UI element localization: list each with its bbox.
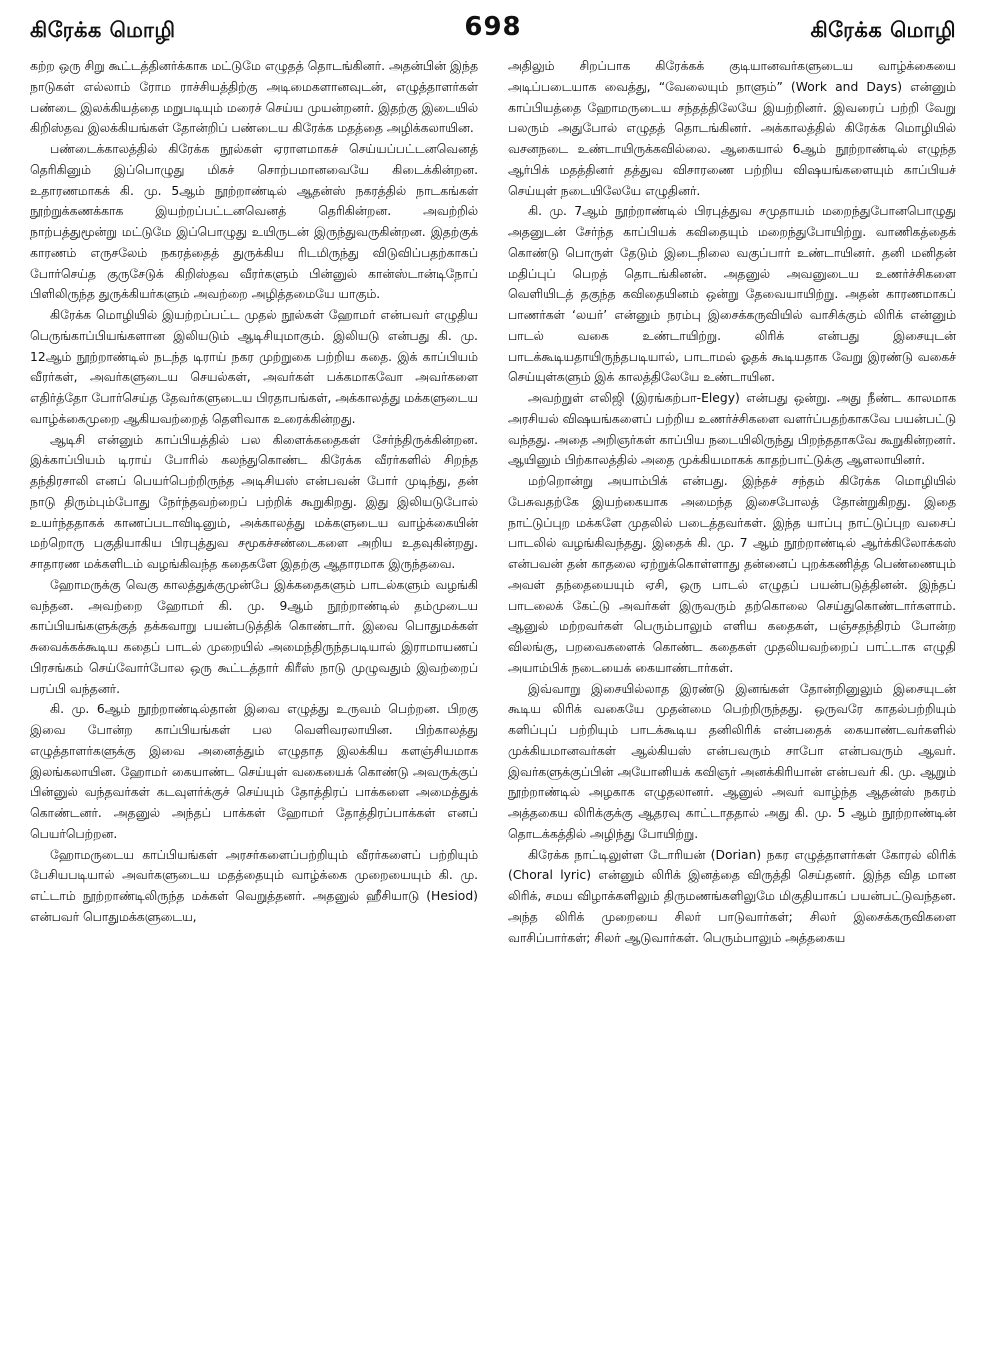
paragraph: அவற்றுள் எலிஜி (இரங்கற்பா-Elegy) என்பது ஒன்று. அது நீண்ட காலமாக அரசியல் விஷயங்களைப் பற்றிய உணர்ச்சிகளை வளர்ப்பதற்காகவே பயன்பட்டு வந்தது. அதை அறிஞர்கள் காப்பிய நடையிலிருந்து பிறந்ததாகவே கூறுகின்றனர். ஆயினும் பிற்காலத்தில் அதை முக்கியமாகக் காதற்பாட்டுக்கு ஆளலாயினர். bbox=[508, 391, 956, 468]
paragraph: கற்ற ஒரு சிறு கூட்டத்தினர்க்காக மட்டுமே எழுதத் தொடங்கினர். அதன்பின் இந்த நாடுகள் எல்லாம் ரோம ராச்சியத்திற்கு அடிமைகளானவுடன், எழுத்தாளர்கள் பண்டை இலக்கியத்தை மறுபடியும் மரைச் செய்ய முயன்றனர். இதற்கு இடையில் கிறிஸ்தவ இலக்கியங்கள் தோன்றிப் பண்டைய கிரேக்க மதத்தை அழிக்கலாயின. bbox=[30, 59, 478, 136]
paragraph: ஹோமருடைய காப்பியங்கள் அரசர்களைப்பற்றியும் வீரர்களைப் பற்றியும் பேசியபடியால் அவர்களுடைய மதத்தையும் வாழ்க்கை முறையையும் கி. மு. எட்டாம் நூற்றாண்டிலிருந்த மக்கள் வெறுத்தனர். அதனுல் ஹீசியாடு (Hesiod) என்பவர் பொதுமக்களுடைய, bbox=[30, 847, 478, 924]
paragraph: மற்றொன்று அயாம்பிக் என்பது. இந்தச் சந்தம் கிரேக்க மொழியில் பேசுவதற்கே இயற்கையாக அமைந்த இசைபோலத் தோன்றுகிறது. இதை நாட்டுப்புற மக்களே முதலில் படைத்தவர்கள். இந்த யாப்பு நாட்டுப்புற வசைப் பாடலில் வழங்கிவந்தது. இதைக் கி. மு. 7 ஆம் நூற்றாண்டில் ஆர்க்கிலோக்கஸ் என்பவன் தன் காதலை ஏற்றுக்கொள்ளாது தன்னைப் புறக்கணித்த பெண்ணையும் அவள் தந்தையையும் ஏசி, ஒரு பாடல் எழுதப் பயன்படுத்தினன். இந்தப் பாடலைக் கேட்டு அவர்கள் இருவரும் தற்கொலை செய்துகொண்டார்களாம். ஆனுல் மற்றவர்கள் பெரும்பாலும் எளிய கதைகள், பஞ்சதந்திரம் போன்ற விலங்கு, பறவைகளைக் கொண்ட கதைகள் முதலியவற்றைப் பாட்டாக எழுதி அயாம்பிக் நடையைக் கையாண்டார்கள். bbox=[508, 474, 956, 675]
paragraph: இவ்வாறு இசையில்லாத இரண்டு இனங்கள் தோன்றினுலும் இசையுடன் கூடிய லிரிக் வகையே முதன்மை பெற்றிருந்தது. ஒருவரே காதல்பற்றியும் களிப்புப் பற்றியும் பாடக்கூடிய தனிலிரிக் என்பதைக் கையாண்டவர்களில் முக்கியமானவர்கள் ஆல்கியஸ் என்பவரும் சாபோ என்பவரும் ஆவர். இவர்களுக்குப்பின் அயோனியக் கவிஞர் அனக்கிரியான் என்பவர் கி. மு. ஆறும் நூற்றாண்டில் அழகாக எழுதலானர். ஆனுல் அவர் வாழ்ந்த ஆதன்ஸ் நகரம் அத்தகைய லிரிக்குக்கு ஆதரவு காட்டாததால் அது கி. மு. 5 ஆம் நூற்றாண்டின் தொடக்கத்தில் அழிந்து போயிற்று. bbox=[508, 681, 956, 841]
paragraph: ஹோமருக்கு வெகு காலத்துக்குமுன்பே இக்கதைகளும் பாடல்களும் வழங்கி வந்தன. அவற்றை ஹோமர் கி. மு. 9ஆம் நூற்றாண்டில் தம்முடைய காப்பியங்களுக்குத் தக்கவாறு பயன்படுத்திக் கொண்டார். இவை பொதுமக்கள் சுவைக்கக்கூடிய கதைப் பாடல் முறையில் அமைந்திருந்தபடியால் இராமாயணப் பிரசங்கம் செய்வோர்போல ஒரு கூட்டத்தார் கிரீஸ் நாடு முழுவதும் இவற்றைப் பரப்பி வந்தனர். bbox=[30, 577, 478, 696]
paragraph: அதிலும் சிறப்பாக கிரேக்கக் குடியானவர்களுடைய வாழ்க்கையை அடிப்படையாக வைத்து, “வேலையும் நாளும்” (Work and Days) என்னும் காப்பியத்தை ஹோமருடைய சந்தத்திலேயே இயற்றினர். இவரைப் பற்றி வேறு பலரும் அதுபோல் எழுதத் தொடங்கினர். அக்காலத்தில் கிரேக்க மொழியில் வசனநடை உண்டாயிருக்கவில்லை. ஆகையால் 6ஆம் நூற்றாண்டில் எழுந்த ஆர்பிக் மதத்தினர் தத்துவ விசாரணை பற்றிய விஷயங்களையும் காப்பியச் செய்யுள் நடையிலேயே எழுதினர். bbox=[508, 59, 956, 198]
running-title-left: கிரேக்க மொழி bbox=[30, 18, 176, 42]
paragraph: கிரேக்க மொழியில் இயற்றப்பட்ட முதல் நூல்கள் ஹோமர் என்பவர் எழுதிய பெருங்காப்பியங்களான இலியடும் ஆடிசியுமாகும். இலியடு என்பது கி. மு. 12ஆம் நூற்றாண்டில் நடந்த டிராய் நகர முற்றுகை பற்றிய கதை. இக் காப்பியம் வீரர்கள், அவர்களுடைய செயல்கள், அவர்கள் பக்கமாகவோ அவர்களை எதிர்த்தோ போர்செய்த தேவர்களுடைய பிரதாபங்கள், அக்காலத்து மக்களுடைய வாழ்க்கைமுறை ஆகியவற்றைத் தெளிவாக உரைக்கின்றது. bbox=[30, 308, 478, 426]
paragraph: கி. மு. 6ஆம் நூற்றாண்டில்தான் இவை எழுத்து உருவம் பெற்றன. பிறகு இவை போன்ற காப்பியங்கள் பல வெளிவரலாயின. பிற்காலத்து எழுத்தாளர்களுக்கு இவை அனைத்தும் எழுதாத இலக்கிய களஞ்சியமாக இலங்கலாயின. ஹோமர் கையாண்ட செய்யுள் வகையைக் கொண்டு அவருக்குப் பின்னுல் வந்தவர்கள் கடவுளர்க்குச் செய்யும் தோத்திரப் பாக்களை அமைத்துக் கொண்டனர். அதனுல் அந்தப் பாக்கள் ஹோமர் தோத்திரப்பாக்கள் எனப் பெயர்பெற்றன. bbox=[30, 702, 478, 841]
paragraph: கிரேக்க நாட்டிலுள்ள டோரியன் (Dorian) நகர எழுத்தாளர்கள் கோரல் லிரிக் (Choral lyric) என்னும் லிரிக் இனத்தை விருத்தி செய்தனர். இந்த வித மான லிரிக், சமய விழாக்களிலும் திருமணங்களிலுமே மிகுதியாகப் பயன்பட்டுவந்தன. அந்த லிரிக் முறையை சிலர் பாடுவார்கள்; சிலர் இசைக்கருவிகளை வாசிப்பார்கள்; சிலர் ஆடுவார்கள். பெரும்பாலும் அத்தகைய bbox=[508, 847, 956, 945]
page-number: 698 bbox=[464, 12, 522, 42]
text-columns bbox=[30, 56, 956, 948]
paragraph: பண்டைக்காலத்தில் கிரேக்க நூல்கள் ஏராளமாகச் செய்யப்பட்டனவெனத் தெரிகினும் இப்பொழுது மிகச் சொற்பமானவையே கிடைக்கின்றன. உதாரணமாகக் கி. மு. 5ஆம் நூற்றாண்டில் ஆதன்ஸ் நகரத்தில் நாடகங்கள் நூற்றுக்கணக்காக இயற்றப்பட்டனவெனத் தெரிகின்றன. அவற்றில் நாற்பத்துமூன்று மட்டுமே இப்பொழுது உயிருடன் இருந்துவருகின்றன. இதற்குக் காரணம் எருசலேம் நகரத்தைத் துருக்கிய ரிடமிருந்து விடுவிப்பதற்காகப் போர்செய்த குருசேடுக் கிறிஸ்தவ வீரர்களும் பின்னுல் கான்ஸ்டான்டிநோப் பிளிலிருந்த துருக்கியர்களும் அவற்றை அழித்தமையே யாகும். bbox=[30, 142, 478, 302]
page-header bbox=[30, 12, 956, 56]
running-title-right: கிரேக்க மொழி bbox=[810, 18, 956, 42]
left-column bbox=[30, 56, 478, 948]
paragraph: கி. மு. 7ஆம் நூற்றாண்டில் பிரபுத்துவ சமுதாயம் மறைந்துபோனபொழுது அதனுடன் சேர்ந்த காப்பியக் கவிதையும் மறைந்துபோயிற்று. வாணிகத்தைக் கொண்டு பொருள் தேடும் இடைநிலை வகுப்பார் உண்டாயினர். தனி மனிதன் மதிப்புப் பெறத் தொடங்கினன். அதனுல் அவனுடைய உணர்ச்சிகளை வெளியிடத் தகுந்த கவிதையினம் ஒன்று தேவையாயிற்று. அதன் காரணமாகப் பாணர்கள் ‘லயர்’ என்னும் நரம்பு இசைக்கருவியில் வாசிக்கும் லிரிக் என்னும் பாடல் வகை உண்டாயிற்று. லிரிக் என்பது இசையுடன் பாடக்கூடியதாயிருந்தபடியால், பாடாமல் ஓதக் கூடியதாக வேறு இரண்டு வகைச் செய்யுள்களும் இக் காலத்திலேயே உண்டாயின. bbox=[508, 204, 956, 385]
right-column bbox=[508, 56, 956, 948]
paragraph: ஆடிசி என்னும் காப்பியத்தில் பல கிளைக்கதைகள் சேர்ந்திருக்கின்றன. இக்காப்பியம் டிராய் போரில் கலந்துகொண்ட கிரேக்க வீரர்களில் சிறந்த தந்திரசாலி எனப் பெயர்பெற்றிருந்த அடிசியஸ் என்பவன் போர் முடிந்து, தன் நாடு திரும்பும்போது நேர்ந்தவற்றைப் பற்றிக் கூறுகிறது. இது இலியடுபோல் உயர்ந்ததாகக் காணப்படாவிடினும், அக்காலத்து மக்களுடைய வாழ்க்கையின் மற்றொரு பகுதியாகிய பிரபுத்துவ சமூகச்சண்டைகளை அறிய உதவுகின்றது. சாதாரண மக்களிடம் வழங்கிவந்த கதைகளே இதற்கு ஆதாரமாக இருந்தவை. bbox=[30, 432, 478, 571]
